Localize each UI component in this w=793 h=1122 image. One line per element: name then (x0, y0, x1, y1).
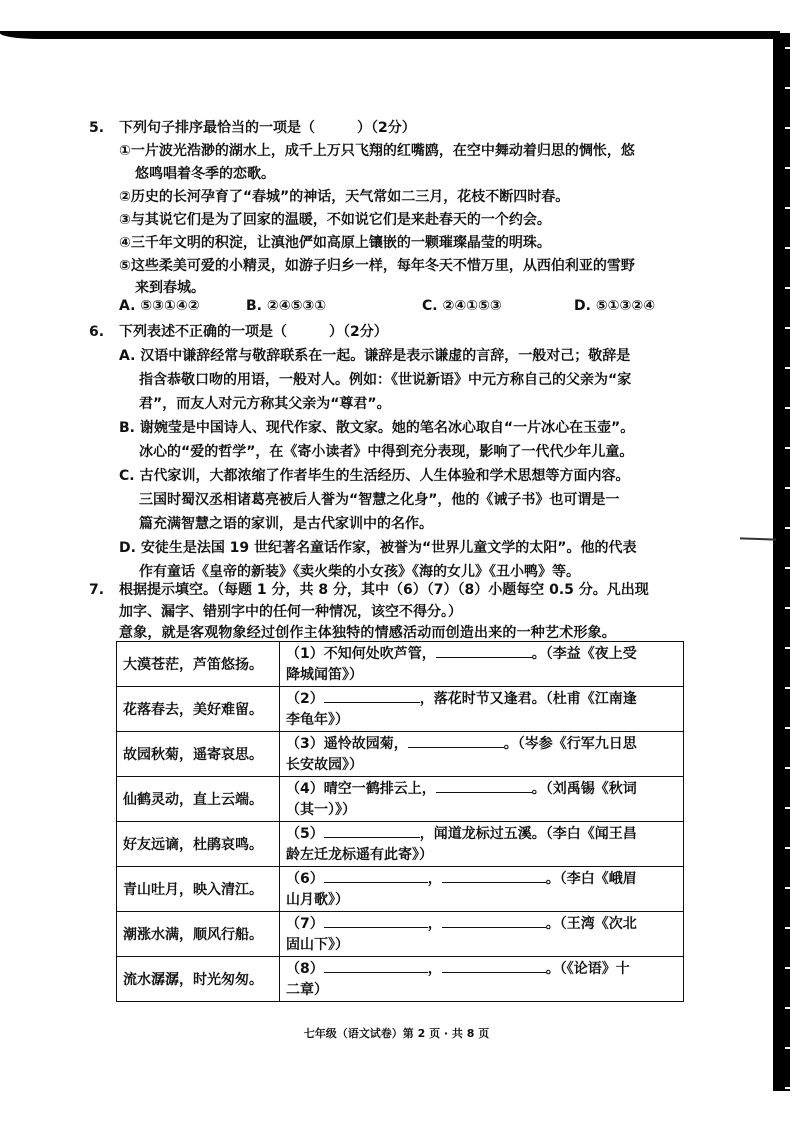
table-row (117, 867, 684, 912)
scan-border-top (0, 31, 780, 39)
answer-blank[interactable] (436, 778, 532, 793)
imagery-hint: 大漠苍茫，芦笛悠扬。 (117, 642, 280, 687)
imagery-hint: 青山吐月，映入清江。 (117, 867, 280, 912)
q5-item-1-cont: 悠鸣唱着冬季的恋歌。 (135, 166, 275, 182)
imagery-hint: 仙鹤灵动，直上云端。 (117, 777, 280, 822)
imagery-hint: 流水潺潺，时光匆匆。 (117, 957, 280, 1002)
q5-stem-text: 下列句子排序最恰当的一项是（ ）（2分） (119, 120, 416, 136)
source-citation-cont: 降城闻笛》） (286, 666, 363, 683)
table-row (117, 822, 684, 867)
poem-fill-cell (280, 642, 684, 687)
source-citation: 。（《论语》十 (545, 960, 630, 977)
pen-mark (740, 537, 776, 540)
q6-stem-text: 下列表述不正确的一项是（ ）（2分） (119, 324, 388, 340)
table-row (117, 912, 684, 957)
q5-item-1: ①一片波光浩渺的湖水上，成千上万只飞翔的红嘴鸥，在空中舞动着归思的惆怅，悠 (119, 143, 635, 159)
poem-fill-cell (280, 822, 684, 867)
poem-fill-table (116, 641, 684, 1002)
answer-blank[interactable] (324, 688, 420, 703)
given-line: （1）不知何处吹芦管， (286, 645, 436, 662)
table-row (117, 687, 684, 732)
source-citation-cont: 长安故园》） (286, 756, 363, 773)
imagery-hint: 好友远谪，杜鹃哀鸣。 (117, 822, 280, 867)
imagery-hint: 故园秋菊，遥寄哀思。 (117, 732, 280, 777)
answer-blank[interactable] (442, 868, 546, 883)
q5-option-d: D. ⑤①③②④ (574, 298, 656, 314)
q5-item-5-cont: 来到春城。 (135, 280, 205, 296)
q5-option-c: C. ②④①⑤③ (422, 298, 502, 314)
separator: ， (427, 870, 442, 887)
q5-option-a: A. ⑤③①④② (119, 298, 200, 314)
given-line-and-source: ，落花时节又逢君。（杜甫《江南逢 (419, 690, 637, 707)
q6-option-c-cont1: 三国时蜀汉丞相诸葛亮被后人誉为“智慧之化身”，他的《诫子书》也可谓是一 (139, 492, 620, 508)
q5-stem (89, 117, 416, 139)
item-number: （6） (286, 870, 324, 887)
q7-stem-cont: 加字、漏字、错别字中的任何一种情况，该空不得分。） (119, 604, 462, 620)
table-row (117, 732, 684, 777)
q7-number: 7. (89, 582, 105, 598)
q5-item-5: ⑤这些柔美可爱的小精灵，如游子归乡一样，每年冬天不惜万里，从西伯利亚的雪野 (119, 258, 635, 274)
page-footer: 七年级（语文试卷）第 2 页 · 共 8 页 (303, 1027, 490, 1040)
q6-option-b-cont1: 冰心的“爱的哲学”，在《寄小读者》中得到充分表现，影响了一代代少年儿童。 (139, 444, 634, 460)
q7-lead-sentence: 意象，就是客观物象经过创作主体独特的情感活动而创造出来的一种艺术形象。 (119, 625, 616, 641)
source-citation-cont: （其一）》） (286, 801, 356, 818)
poem-fill-cell (280, 912, 684, 957)
answer-blank[interactable] (324, 913, 428, 928)
q6-option-c: C. 古代家训，大都浓缩了作者毕生的生活经历、人生体验和学术思想等方面内容。 (119, 468, 630, 484)
q5-option-b: B. ②④⑤③① (246, 298, 327, 314)
q7-stem-text: 根据提示填空。（每题 1 分，共 8 分，其中（6）（7）（8）小题每空 0.5 分。凡出现 (119, 582, 649, 598)
source-citation: 。（李益《夜上受 (531, 645, 637, 662)
source-citation: 。（李白《峨眉 (545, 870, 637, 887)
poem-fill-cell (280, 867, 684, 912)
source-citation: 。（岑参《行军九日思 (503, 735, 637, 752)
item-number: （2） (286, 690, 324, 707)
answer-blank[interactable] (324, 958, 428, 973)
item-number: （8） (286, 960, 324, 977)
q6-option-d-cont1: 作有童话《皇帝的新装》《卖火柴的小女孩》《海的女儿》《丑小鸭》等。 (139, 564, 580, 580)
separator: ， (427, 960, 442, 977)
separator: ， (427, 915, 442, 932)
poem-fill-cell (280, 777, 684, 822)
q6-option-d: D. 安徒生是法国 19 世纪著名童话作家，被誉为“世界儿童文学的太阳”。他的代表 (119, 540, 637, 556)
source-citation-cont: 李龟年》） (286, 711, 349, 728)
q6-option-c-cont2: 篇充满智慧之语的家训，是古代家训中的名作。 (139, 516, 433, 532)
q5-item-4: ④三千年文明的积淀，让滇池俨如高原上镶嵌的一颗璀璨晶莹的明珠。 (119, 235, 551, 251)
source-citation-cont: 二章） (286, 981, 328, 998)
table-row (117, 642, 684, 687)
answer-blank[interactable] (408, 733, 504, 748)
poem-fill-cell (280, 957, 684, 1002)
q6-number: 6. (89, 324, 105, 340)
answer-blank[interactable] (324, 823, 420, 838)
q5-number: 5. (89, 120, 105, 136)
q6-option-a-cont2: 君”，而友人对元方称其父亲为“尊君”。 (139, 396, 391, 412)
q5-item-3: ③与其说它们是为了回家的温暖，不如说它们是来赴春天的一个约会。 (119, 212, 551, 228)
source-citation-cont: 山月歌》） (286, 891, 349, 908)
poem-fill-cell (280, 687, 684, 732)
source-citation-cont: 龄左迁龙标遥有此寄》） (286, 846, 433, 863)
answer-blank[interactable] (436, 643, 532, 658)
q6-option-a-cont1: 指含恭敬口吻的用语，一般对人。例如：《世说新语》中元方称自己的父亲为“家 (139, 372, 632, 388)
answer-blank[interactable] (324, 868, 428, 883)
q6-option-b: B. 谢婉莹是中国诗人、现代作家、散文家。她的笔名冰心取自“一片冰心在玉壶”。 (119, 420, 635, 436)
q5-item-2: ②历史的长河孕育了“春城”的神话，天气常如二三月，花枝不断四时春。 (119, 189, 570, 205)
given-line: （4）晴空一鹤排云上， (286, 780, 436, 797)
scan-border-right (773, 33, 790, 1091)
answer-blank[interactable] (442, 958, 546, 973)
item-number: （7） (286, 915, 324, 932)
source-citation-cont: 固山下》） (286, 936, 349, 953)
answer-blank[interactable] (442, 913, 546, 928)
source-citation: 。（刘禹锡《秋词 (531, 780, 637, 797)
imagery-hint: 花落春去，美好难留。 (117, 687, 280, 732)
imagery-hint: 潮涨水满，顺风行船。 (117, 912, 280, 957)
item-number: （5） (286, 825, 324, 842)
table-row (117, 777, 684, 822)
q6-option-a: A. 汉语中谦辞经常与敬辞联系在一起。谦辞是表示谦虚的言辞，一般对己；敬辞是 (119, 348, 631, 364)
table-row (117, 957, 684, 1002)
poem-fill-cell (280, 732, 684, 777)
q7-stem (89, 579, 649, 601)
given-line: （3）遥怜故园菊， (286, 735, 408, 752)
source-citation: 。（王湾《次北 (545, 915, 637, 932)
given-line-and-source: ，闻道龙标过五溪。（李白《闻王昌 (419, 825, 637, 842)
q6-stem (89, 321, 388, 343)
